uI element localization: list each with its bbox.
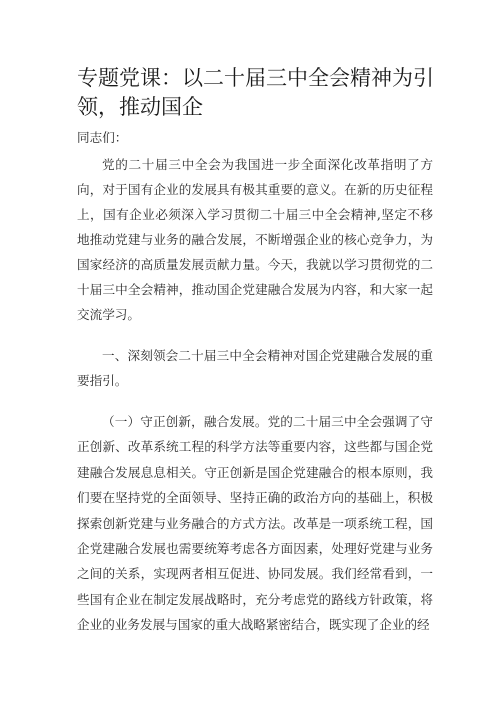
- section-heading-1: 一、深刻领会二十届三中全会精神对国企党建融合发展的重要指引。: [77, 348, 433, 388]
- paragraph-section-1-1: （一）守正创新，融合发展。党的二十届三中全会强调了守正创新、改革系统工程的科学方法等重要内容，这些都与国企党建融合发展息息相关。守正创新是国企党建融合的根本原则，我们要在坚持党的全面领导、坚持正确的政治方向的基础上，积极探索创新党建与业务融合的方式方法。改革是一项系统工程，国企党建融合发展也需要统筹考虑各方面因素，处理好党建与业务之间的关系，实现两者相互促进、协同发展。我们经常看到，一些国有企业在制定发展战略时，充分考虑党的路线方针政策，将企业的业务发展与国家的重大战略紧密结合，既实现了企业的经: [77, 414, 433, 633]
- greeting: 同志们：: [77, 130, 128, 145]
- paragraph-intro: 党的二十届三中全会为我国进一步全面深化改革指明了方向，对于国有企业的发展具有极其重要的意义。在新的历史征程上，国有企业必须深入学习贯彻二十届三中全会精神,坚定不移地推动党建与业务的融合发展，不断增强企业的核心竞争力，为国家经济的高质量发展贡献力量。今天，我就以学习贯彻党的二十届三中全会精神，推动国企党建融合发展为内容，和大家一起交流学习。: [77, 157, 433, 322]
- document-title: 专题党课：以二十届三中全会精神为引领，推动国企: [77, 66, 434, 119]
